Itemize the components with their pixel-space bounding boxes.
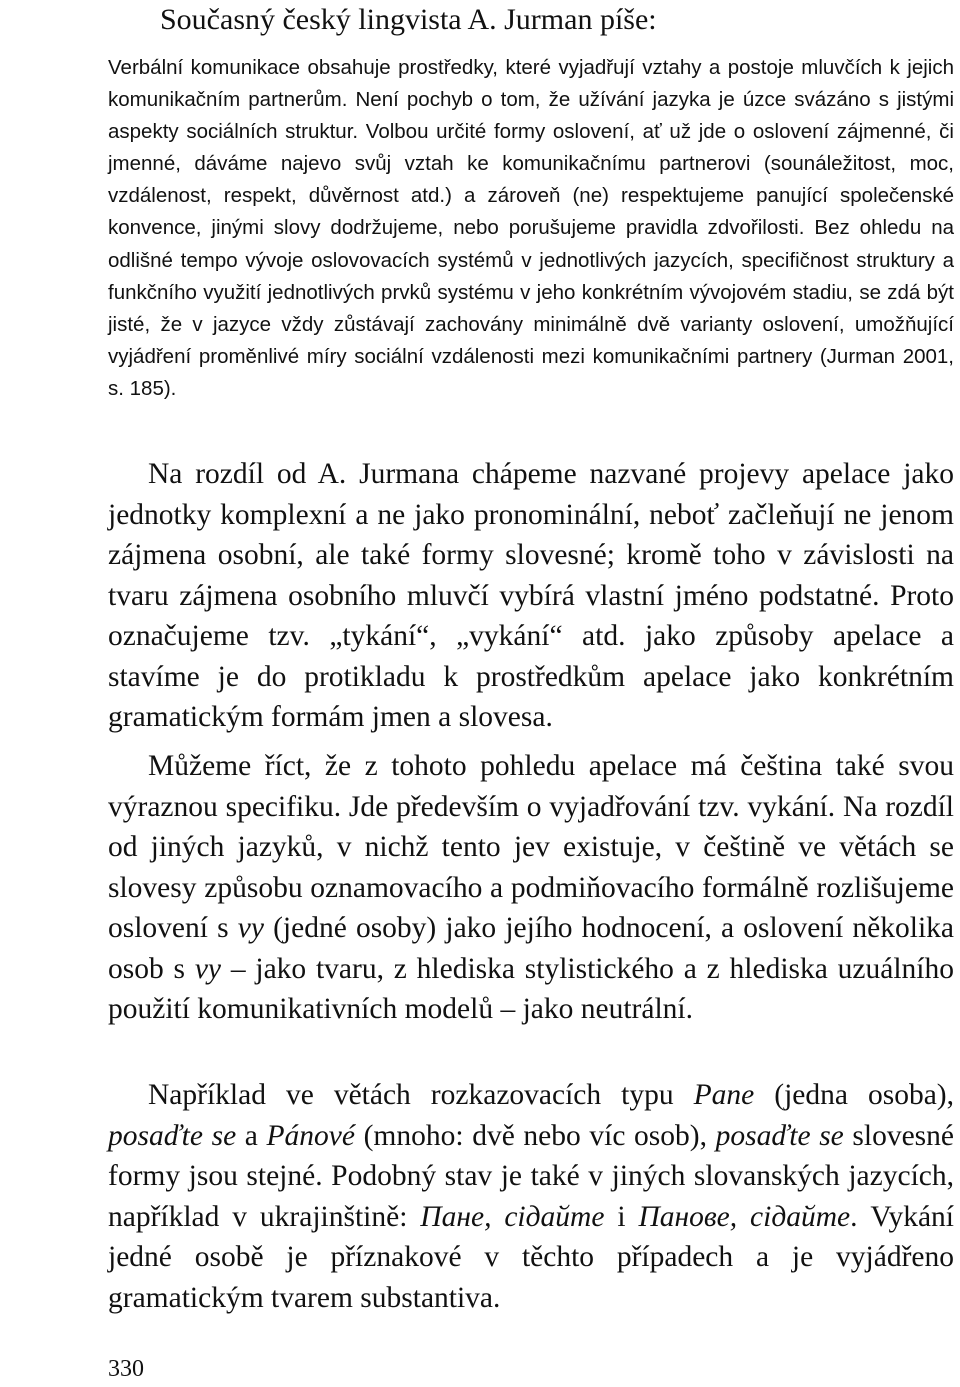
page-number: 330 [108,1356,144,1382]
paragraph-1: Na rozdíl od A. Jurmana chápeme nazvané projevy apelace jako jednotky komplexní a ne jako pronominální, neboť začleňují ne jenom zájmena osobní, ale také formy slovesné; kromě toho v závislosti na tvaru zájmena osobního mluvčí vybírá vlastní jméno podstatné. Proto označujeme tzv. „tykání“, „vykání“ atd. jako způsoby apelace a stavíme je do protikladu k prostředkům apelace jako konkrétním gramatickým formám jmen a slovesa. [108,458,954,733]
paragraph-3-text-a: Například ve větách rozkazovacích typu [148,1079,694,1111]
paragraph-3-text-e: slovesné formy jsou stejné. Podobný stav je také v jiných slovanských jazycích, například v ukrajinštině: [108,1119,954,1233]
paragraph-3-text-g: . Vykání jedné osobě je příznakové v těchto případech a je vyjádřeno gramatickým tvarem substantiva. [108,1200,954,1314]
paragraph-3-text-c: a [236,1119,267,1152]
example-ukrainian-2: Панове, сідайте [638,1200,851,1233]
block-quote: Verbální komunikace obsahuje prostředky, které vyjadřují vztahy a postoje mluvčích k jejich komunikačním partnerům. Není pochyb o tom, že užívání jazyka je úzce svázáno s jistými aspekty sociálních struktur. Volbou určité formy oslovení, ať už jde o oslovení zájmenné, či jmenné, dáváme najevo svůj vztah ke komunikačnímu partnerovi (sounáležitost, moc, vzdálenost, respekt, důvěrnost atd.) a zároveň (ne) respektujeme panující společenské konvence, jinými slovy dodržujeme, nebo porušujeme pravidla zdvořilosti. Bez ohledu na odlišné tempo vývoje oslovovacích systémů v jednotlivých jazycích, specifičnost struktury a funkčního využití jednotlivých prvků systému v jeho konkrétním vývojovém stadiu, se zdá být jisté, že v jazyce vždy zůstávají zachovány minimálně dvě varianty oslovení, umožňující vyjádření proměnlivé míry sociální vzdálenosti mezi komunikačními partnery (Jurman 2001, s. 185). [108,56,954,400]
paragraph-2-emphasis-vy-2: vy [194,952,222,985]
example-pane: Pane [693,1079,755,1111]
paragraph-2-text-c: – jako tvaru, z hlediska stylistického a z hlediska uzuálního použití komunikativních modelů – jako neutrální. [108,952,954,1025]
example-posadte-se-2: posaďte se [715,1119,844,1152]
example-panove: Pánové [266,1119,355,1152]
paragraph-3-text-b: (jedna osoba), [754,1079,955,1111]
paragraph-2-text-a: Můžeme říct, že z tohoto pohledu apelace má čeština také svou výraznou specifiku. Jde především o vyjadřování tzv. vykání. Na rozdíl od jiných jazyků, v nichž tento jev existuje, v češtině ve větách se slovesy způsobu oznamovacího a podmiňovacího formálně rozlišujeme oslovení s [108,750,954,944]
paragraph-3 [108,1075,954,1318]
example-ukrainian-1: Пане, сідайте [420,1200,605,1233]
paragraph-3-text-f: i [604,1200,639,1233]
paragraph-2 [108,746,954,1030]
example-posadte-se-1: posaďte se [108,1119,237,1152]
paragraph-3-text-d: (mnoho: dvě nebo víc osob), [354,1119,716,1152]
intro-line: Současný český lingvista A. Jurman píše: [160,3,657,36]
paragraph-2-emphasis-vy-1: vy [237,912,264,944]
paragraph-2-text-b: (jedné osoby) jako jejího hodnocení, a oslovení několika osob s [108,912,954,985]
